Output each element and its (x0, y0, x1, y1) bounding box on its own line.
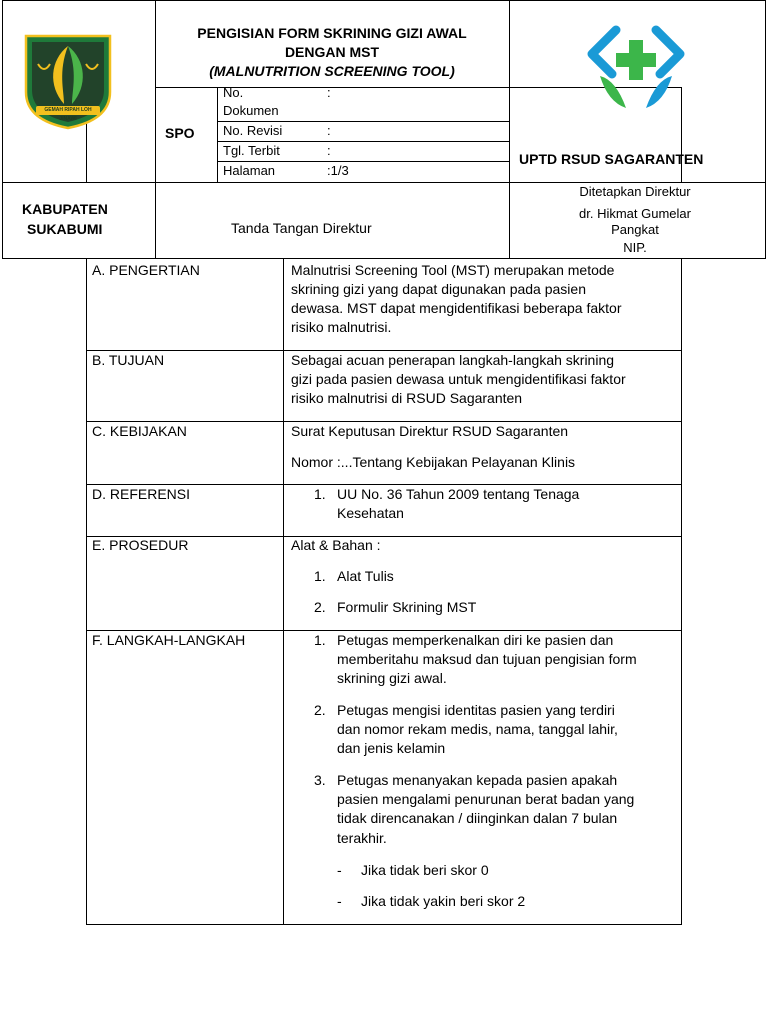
section-f-item-2-line-1: Petugas mengisi identitas pasien yang terdiri (337, 702, 615, 718)
section-c-line-2: Nomor :...Tentang Kebijakan Pelayanan Klinis (291, 454, 576, 470)
section-f-item-1-line-1: Petugas memperkenalkan diri ke pasien dan (337, 632, 614, 648)
section-d-item-1-line-2: Kesehatan (337, 505, 404, 521)
region-line-2: SUKABUMI (27, 221, 103, 237)
section-e-intro: Alat & Bahan : (291, 537, 381, 553)
section-c-label: C. KEBIJAKAN (92, 423, 187, 439)
table-col-divider (283, 258, 284, 925)
info-halaman-label: Halaman (223, 163, 276, 178)
info-halaman-value: :1/3 (327, 163, 349, 178)
section-f-item-1-line-3: skrining gizi awal. (337, 670, 447, 686)
signature-label: Tanda Tangan Direktur (231, 220, 372, 236)
section-a-label: A. PENGERTIAN (92, 262, 200, 278)
region-line-1: KABUPATEN (22, 201, 108, 217)
approval-line-3: Pangkat (611, 222, 659, 237)
section-e-label: E. PROSEDUR (92, 537, 189, 553)
section-f-subitem-2-text: Jika tidak yakin beri skor 2 (361, 893, 526, 909)
section-e-item-1-text: Alat Tulis (337, 568, 394, 584)
doc-title-line-3: (MALNUTRITION SCREENING TOOL) (209, 63, 455, 79)
header-top-border (2, 0, 766, 1)
section-e-item-2-num: 2. (314, 599, 326, 615)
section-b-label: B. TUJUAN (92, 352, 165, 368)
header-bottom-border (2, 258, 766, 259)
spo-label: SPO (165, 125, 195, 141)
header-col-divider-2 (509, 0, 510, 183)
section-d-label: D. REFERENSI (92, 486, 191, 502)
section-f-item-1-line-2: memberitahu maksud dan tujuan pengisian form (337, 651, 637, 667)
doc-title-line-2: DENGAN MST (284, 44, 380, 60)
section-f-item-3-line-1: Petugas menanyakan kepada pasien apakah (337, 772, 618, 788)
info-tgl-terbit-label: Tgl. Terbit (223, 143, 280, 158)
approval-line-4: NIP. (623, 240, 647, 255)
doc-title-line-1: PENGISIAN FORM SKRINING GIZI AWAL (197, 25, 467, 41)
section-f-item-2-line-3: dan jenis kelamin (337, 740, 446, 756)
table-bottom-border (86, 924, 682, 925)
section-b-line-2: gizi pada pasien dewasa untuk mengidentifikasi faktor (291, 371, 626, 387)
section-f-item-2-num: 2. (314, 702, 326, 718)
section-d-item-1-line-1: UU No. 36 Tahun 2009 tentang Tenaga (337, 486, 580, 502)
table-left-border (86, 258, 87, 925)
info-no-label: No. (223, 85, 244, 100)
section-a-line-4: risiko malnutrisi. (291, 319, 392, 335)
section-d-item-1-num: 1. (314, 486, 326, 502)
section-f-subitem-1-text: Jika tidak beri skor 0 (361, 862, 489, 878)
info-tgl-terbit-value: : (327, 143, 331, 158)
spo-divider (217, 87, 218, 183)
approval-line-1: Ditetapkan Direktur (579, 184, 691, 199)
section-f-subitem-1-dash: - (337, 862, 342, 878)
kabupaten-crest-logo (24, 34, 112, 130)
section-f-item-3-num: 3. (314, 772, 326, 788)
header-right-border (765, 0, 766, 259)
section-a-line-1: Malnutrisi Screening Tool (MST) merupakan metode (291, 262, 615, 278)
section-f-item-3-line-3: tidak direncanakan / diinginkan dalan 7 bulan (337, 810, 618, 826)
info-no-dokumen-value: : (327, 85, 331, 100)
info-no-revisi-label: No. Revisi (223, 123, 283, 138)
table-right-border (681, 258, 682, 925)
section-f-item-2-line-2: dan nomor rekam medis, nama, tanggal lahir, (337, 721, 618, 737)
section-a-line-3: dewasa. MST dapat mengidentifikasi beberapa faktor (291, 300, 622, 316)
section-e-item-1-num: 1. (314, 568, 326, 584)
header-left-border (2, 0, 3, 259)
section-a-line-2: skrining gizi yang dapat digunakan pada pasien (291, 281, 586, 297)
section-c-line-1: Surat Keputusan Direktur RSUD Sagaranten (291, 423, 569, 439)
hospital-name: UPTD RSUD SAGARANTEN (519, 151, 704, 167)
approval-line-2: dr. Hikmat Gumelar (579, 206, 691, 221)
crest-motto: GEMAH RIPAH LOH JINAWI (44, 107, 92, 122)
section-e-item-2-text: Formulir Skrining MST (337, 599, 477, 615)
section-b-line-1: Sebagai acuan penerapan langkah-langkah skrining (291, 352, 615, 368)
section-f-item-1-num: 1. (314, 632, 326, 648)
section-f-label: F. LANGKAH-LANGKAH (92, 632, 246, 648)
info-no-revisi-value: : (327, 123, 331, 138)
header-col-divider-3 (509, 182, 510, 259)
rsud-logo (586, 24, 686, 114)
section-f-item-3-line-4: terakhir. (337, 830, 387, 846)
medical-cross-icon (586, 24, 686, 114)
info-dokumen-label: Dokumen (223, 103, 279, 118)
section-b-line-3: risiko malnutrisi di RSUD Sagaranten (291, 390, 523, 406)
section-f-item-3-line-2: pasien mengalami penurunan berat badan yang (337, 791, 635, 807)
section-f-subitem-2-dash: - (337, 893, 342, 909)
